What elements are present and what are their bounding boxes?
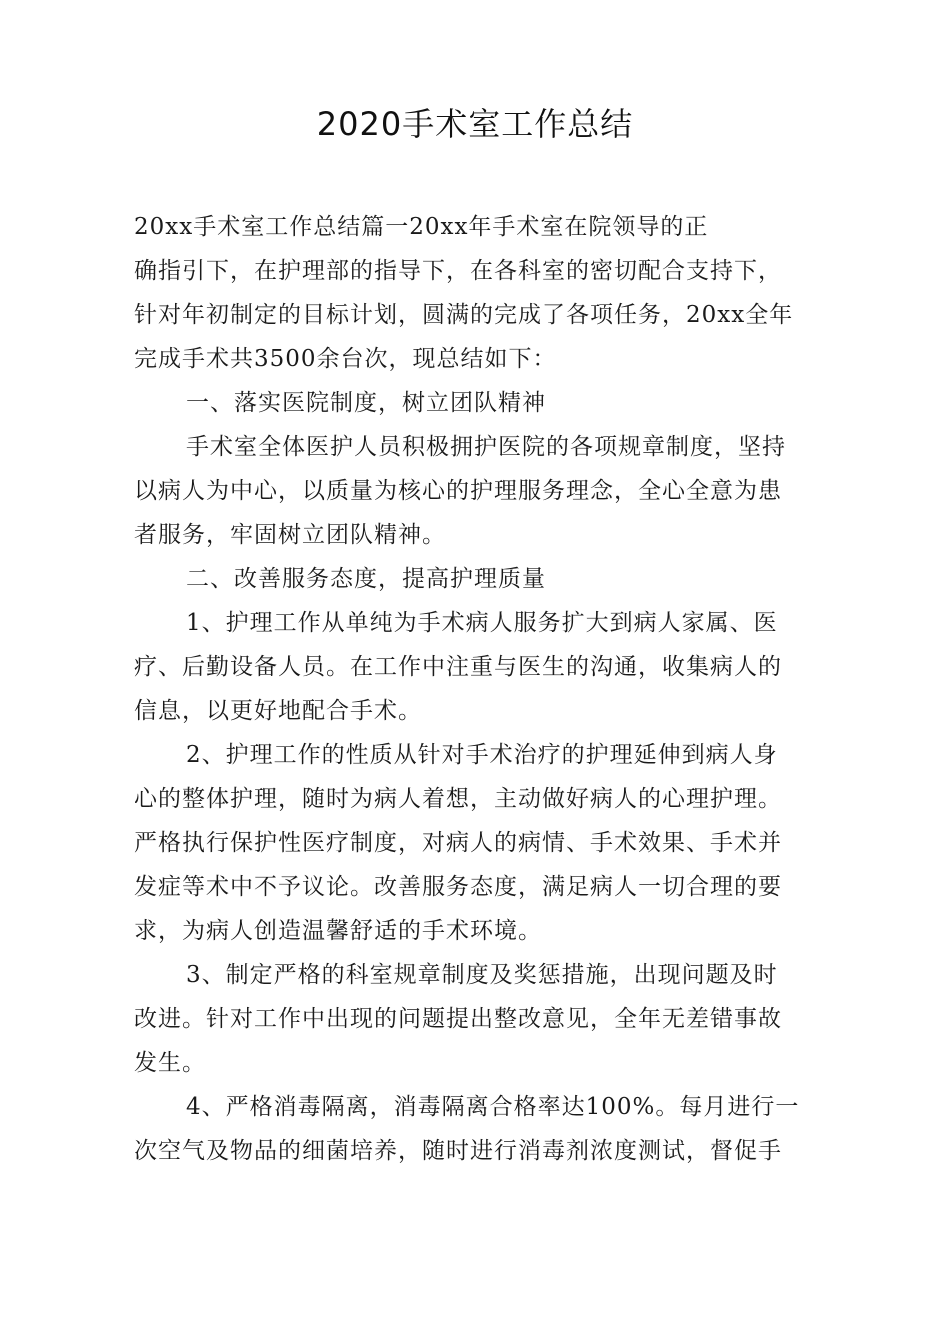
text-line: 2、护理工作的性质从针对手术治疗的护理延伸到病人身 bbox=[186, 742, 778, 768]
text-line: 以病人为中心，以质量为核心的护理服务理念，全心全意为患 bbox=[134, 478, 782, 504]
text-line: 手术室全体医护人员积极拥护医院的各项规章制度，坚持 bbox=[186, 434, 786, 460]
text-line: 发生。 bbox=[134, 1050, 206, 1076]
text-line: 完成手术共3500余台次，现总结如下： bbox=[134, 346, 557, 372]
text-line: 20xx手术室工作总结篇一20xx年手术室在院领导的正 bbox=[134, 214, 709, 240]
text-line: 发症等术中不予议论。改善服务态度，满足病人一切合理的要 bbox=[134, 874, 782, 900]
document-title: 2020手术室工作总结 bbox=[316, 105, 634, 143]
text-line: 疗、后勤设备人员。在工作中注重与医生的沟通，收集病人的 bbox=[134, 654, 782, 680]
text-line: 3、制定严格的科室规章制度及奖惩措施，出现问题及时 bbox=[186, 962, 778, 988]
text-line: 二、改善服务态度，提高护理质量 bbox=[186, 566, 546, 592]
text-line: 信息，以更好地配合手术。 bbox=[134, 698, 422, 724]
text-line: 严格执行保护性医疗制度，对病人的病情、手术效果、手术并 bbox=[134, 830, 782, 856]
text-line: 次空气及物品的细菌培养，随时进行消毒剂浓度测试，督促手 bbox=[134, 1138, 782, 1164]
text-line: 改进。针对工作中出现的问题提出整改意见，全年无差错事故 bbox=[134, 1006, 782, 1032]
text-line: 确指引下，在护理部的指导下，在各科室的密切配合支持下， bbox=[134, 258, 782, 284]
text-line: 求，为病人创造温馨舒适的手术环境。 bbox=[134, 918, 542, 944]
text-line: 1、护理工作从单纯为手术病人服务扩大到病人家属、医 bbox=[186, 610, 778, 636]
document-body bbox=[134, 205, 828, 1173]
text-line: 针对年初制定的目标计划，圆满的完成了各项任务，20xx全年 bbox=[134, 302, 794, 328]
text-line: 4、严格消毒隔离，消毒隔离合格率达100%。每月进行一 bbox=[186, 1094, 800, 1120]
text-line: 一、落实医院制度，树立团队精神 bbox=[186, 390, 546, 416]
text-line: 心的整体护理，随时为病人着想，主动做好病人的心理护理。 bbox=[134, 786, 782, 812]
text-line: 者服务，牢固树立团队精神。 bbox=[134, 522, 446, 548]
